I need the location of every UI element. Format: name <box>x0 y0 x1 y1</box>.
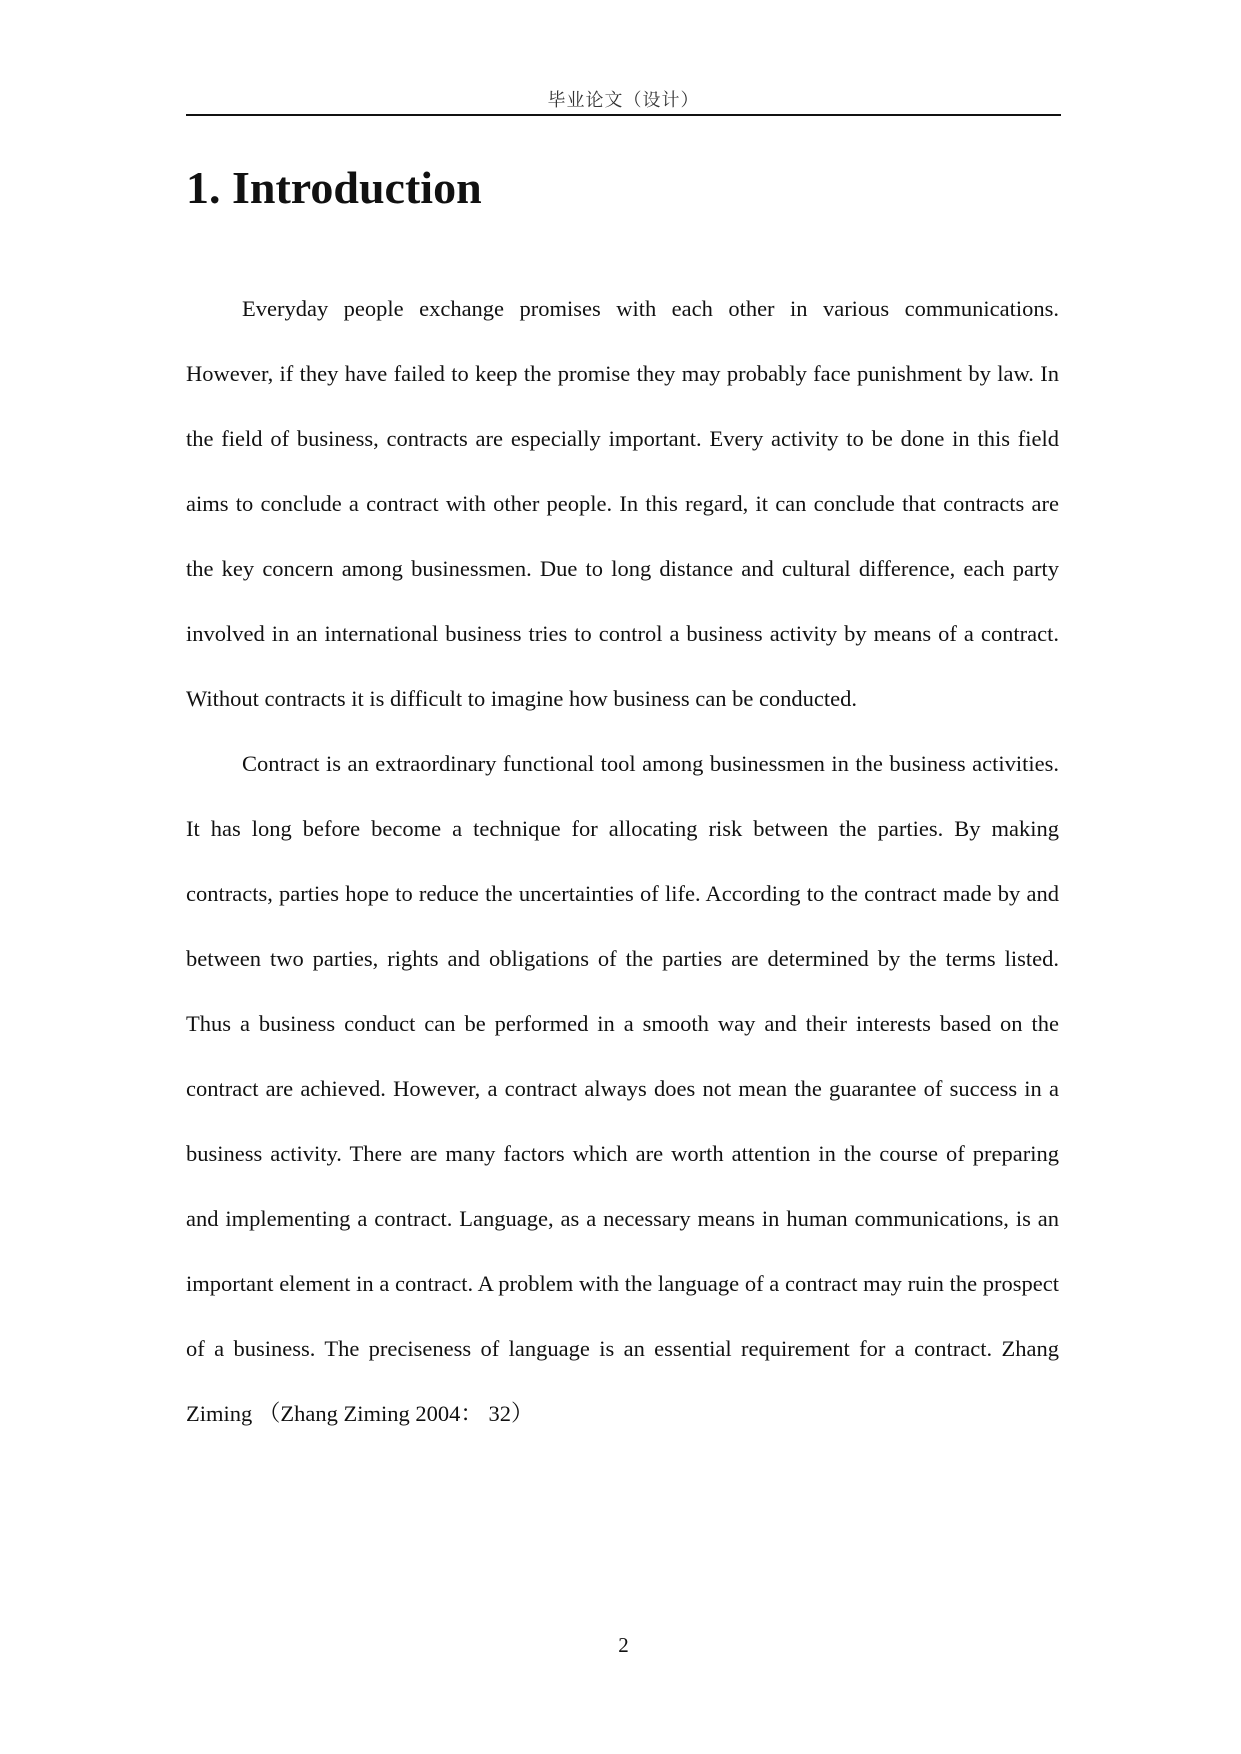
body-text <box>186 276 1059 1446</box>
paragraph-1: Everyday people exchange promises with each other in various communications. However, if they have failed to keep the promise they may probably face punishment by law. In the field of business, contracts are especially important. Every activity to be done in this field aims to conclude a contract with other people. In this regard, it can conclude that contracts are the key concern among businessmen. Due to long distance and cultural difference, each party involved in an international business tries to control a business activity by means of a contract. Without contracts it is difficult to imagine how business can be conducted. <box>186 296 1059 711</box>
chapter-title: 1. Introduction <box>186 162 482 213</box>
header-rule <box>186 114 1061 116</box>
paragraph-2: Contract is an extraordinary functional tool among businessmen in the business activities. It has long before become a technique for allocating risk between the parties. By making contracts, parties hope to reduce the uncertainties of life. According to the contract made by and between two parties, rights and obligations of the parties are determined by the terms listed. Thus a business conduct can be performed in a smooth way and their interests based on the contract are achieved. However, a contract always does not mean the guarantee of success in a business activity. There are many factors which are worth attention in the course of preparing and implementing a contract. Language, as a necessary means in human communications, is an important element in a contract. A problem with the language of a contract may ruin the prospect of a business. The preciseness of language is an essential requirement for a contract. Zhang Ziming （Zhang Ziming 2004： 32） <box>186 751 1059 1426</box>
page-number: 2 <box>618 1633 629 1657</box>
running-header: 毕业论文（设计） <box>547 90 700 111</box>
